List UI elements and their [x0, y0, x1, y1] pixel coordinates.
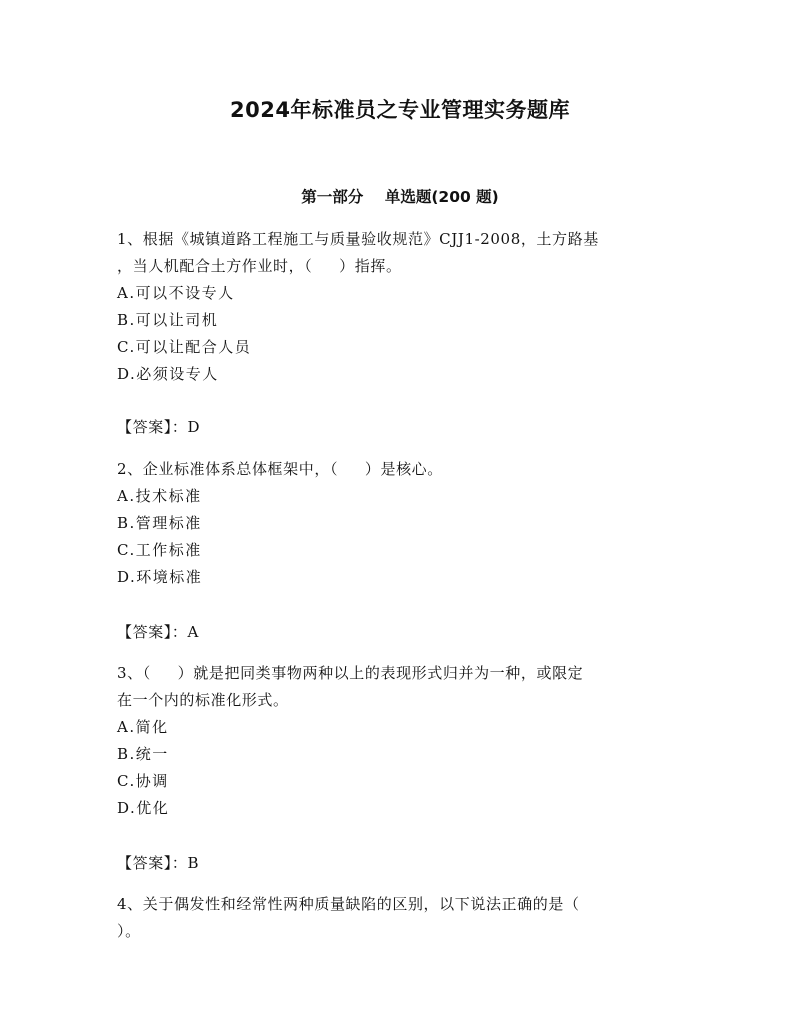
answer-label: 【答案】： [117, 854, 188, 872]
question-3-answer [117, 852, 199, 873]
question-3-option-d: D.优化 [117, 799, 170, 817]
question-2-answer [117, 621, 199, 642]
question-4-stem-line-2: ）。 [117, 922, 141, 940]
question-1-answer [117, 416, 200, 437]
question-1-stem-line-2: ，当人机配合土方作业时，（ ）指挥。 [117, 257, 402, 275]
question-1-option-d: D.必须设专人 [117, 365, 219, 383]
answer-label: 【答案】： [117, 418, 188, 436]
question-1-option-b: B.可以让司机 [117, 311, 219, 329]
question-2-stem-line-1: 2、企业标准体系总体框架中，（ ）是核心。 [117, 460, 443, 478]
question-3-option-a: A.简化 [117, 718, 169, 736]
answer-value: D [187, 418, 201, 436]
answer-label: 【答案】： [117, 623, 188, 641]
question-1-option-c: C.可以让配合人员 [117, 338, 252, 356]
question-3-option-c: C.协调 [117, 772, 169, 790]
answer-value: B [187, 854, 200, 872]
question-2-option-d: D.环境标准 [117, 568, 203, 586]
answer-value: A [187, 623, 199, 641]
question-1-option-a: A.可以不设专人 [117, 284, 235, 302]
document-title: 2024年标准员之专业管理实务题库 [230, 98, 570, 122]
question-3-stem-line-1: 3、（ ）就是把同类事物两种以上的表现形式归并为一种，或限定 [117, 664, 584, 682]
question-2-option-c: C.工作标准 [117, 541, 202, 559]
question-2-option-b: B.管理标准 [117, 514, 202, 532]
question-2-option-a: A.技术标准 [117, 487, 202, 505]
question-1-stem-line-1: 1、根据《城镇道路工程施工与质量验收规范》CJJ1-2008，土方路基 [117, 230, 599, 248]
question-3-stem-line-2: 在一个内的标准化形式。 [117, 691, 289, 709]
question-3-option-b: B.统一 [117, 745, 169, 763]
question-4-stem-line-1: 4、关于偶发性和经常性两种质量缺陷的区别，以下说法正确的是（ [117, 895, 580, 913]
section-heading: 第一部分 单选题(200 题) [301, 188, 499, 206]
